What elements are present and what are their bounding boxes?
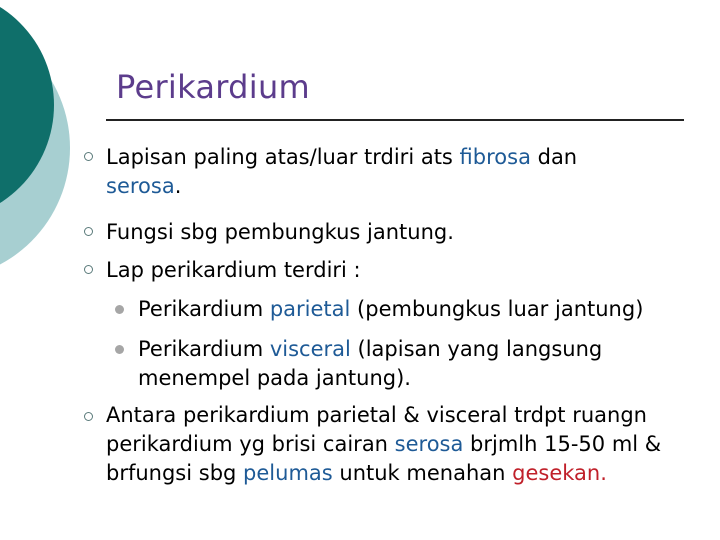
title-underline bbox=[106, 119, 684, 121]
bullet-1 bbox=[106, 143, 577, 201]
sub-bullet-dot-icon bbox=[115, 345, 124, 354]
highlight-fibrosa: fibrosa bbox=[459, 145, 531, 169]
sub-bullet-2-text: Perikardium bbox=[138, 337, 270, 361]
sub-bullet-1-text-2: (pembungkus luar jantung) bbox=[350, 297, 644, 321]
highlight-gesekan: gesekan. bbox=[512, 461, 607, 485]
bullet-3 bbox=[106, 256, 361, 285]
highlight-parietal: parietal bbox=[269, 297, 351, 321]
sub-bullet-2-text-2: (lapisan yang langsung bbox=[350, 337, 603, 361]
bullet-4-line-3a: brfungsi sbg bbox=[106, 461, 244, 485]
sub-bullet-dot-icon bbox=[115, 305, 124, 314]
decorative-circles bbox=[0, 0, 110, 300]
bullet-4-line-1: Antara perikardium parietal & visceral trdpt ruangn bbox=[106, 403, 647, 427]
bullet-1-text: Lapisan paling atas/luar trdiri ats bbox=[106, 145, 460, 169]
bullet-ring-icon bbox=[84, 412, 93, 421]
bullet-1-text-2: dan bbox=[530, 145, 578, 169]
bullet-4 bbox=[106, 401, 661, 488]
bullet-ring-icon bbox=[84, 227, 93, 236]
bullet-4-line-2b: brjmlh 15-50 ml & bbox=[463, 432, 662, 456]
bullet-4-line-3b: untuk menahan bbox=[332, 461, 513, 485]
sub-bullet-2 bbox=[138, 335, 602, 393]
bullet-ring-icon bbox=[84, 265, 93, 274]
highlight-serosa-2: serosa bbox=[394, 432, 464, 456]
sub-bullet-2-text-3: menempel pada jantung). bbox=[138, 366, 411, 390]
bullet-ring-icon bbox=[84, 152, 93, 161]
highlight-serosa: serosa bbox=[106, 174, 175, 198]
bullet-2-text: Fungsi sbg pembungkus jantung. bbox=[106, 220, 454, 244]
sub-bullet-1-text: Perikardium bbox=[138, 297, 270, 321]
highlight-visceral: visceral bbox=[269, 337, 351, 361]
bullet-2 bbox=[106, 218, 454, 247]
bullet-3-text: Lap perikardium terdiri : bbox=[106, 258, 361, 282]
slide-title: Perikardium bbox=[116, 68, 311, 106]
bullet-4-line-2a: perikardium yg brisi cairan bbox=[106, 432, 395, 456]
bullet-1-text-3: . bbox=[174, 174, 182, 198]
highlight-pelumas: pelumas bbox=[243, 461, 333, 485]
sub-bullet-1 bbox=[138, 295, 643, 324]
